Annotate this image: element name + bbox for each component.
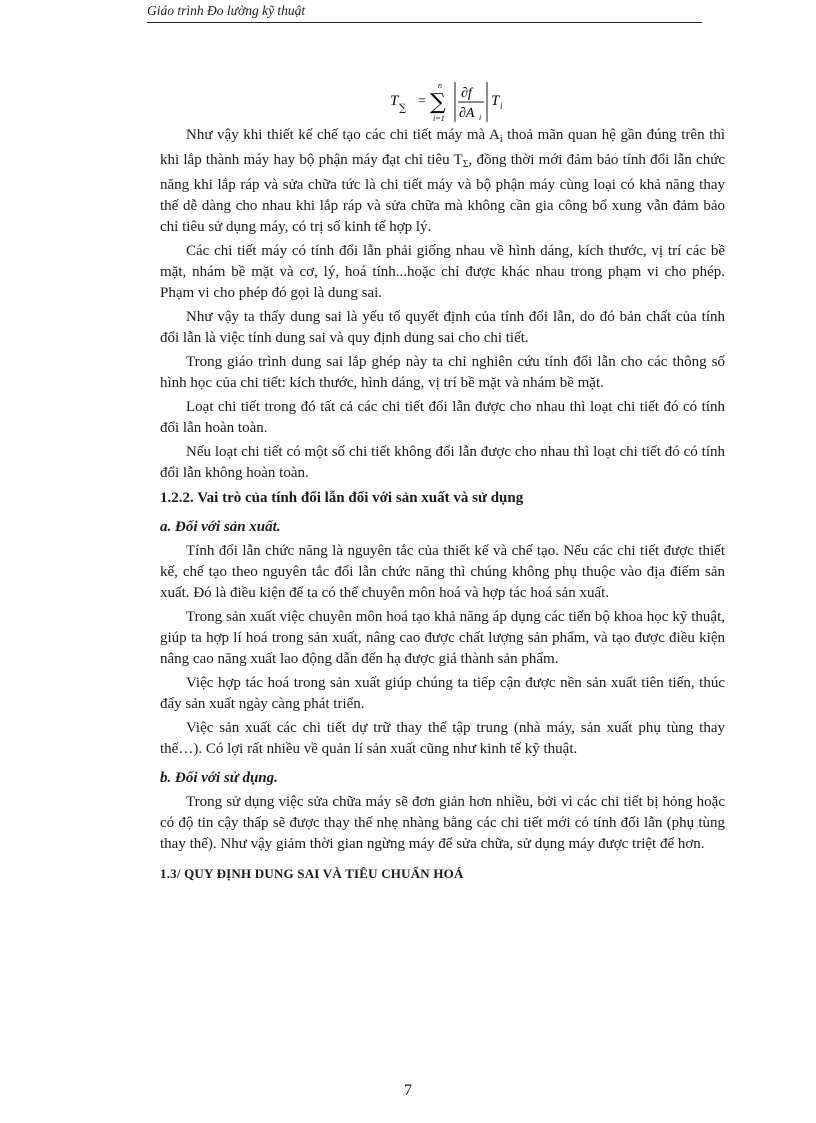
paragraph-text: thoả mãn quan hệ gần đúng trên thì khi lắp thành máy hay bộ phận máy đạt chỉ tiêu T bbox=[160, 127, 725, 168]
formula-equals: = bbox=[418, 94, 426, 109]
paragraph-production-4: Việc sản xuất các chi tiết dự trữ thay thế tập trung (nhà máy, sản xuất phụ tùng thay thế…). Có lợi rất nhiều về quản lí sản xuất cũng như kinh tế kỹ thuật. bbox=[160, 720, 725, 757]
formula-denominator-sub: i bbox=[479, 113, 482, 122]
formula-numerator: ∂f bbox=[461, 86, 472, 101]
formula-lhs-sub: ∑ bbox=[399, 103, 407, 114]
section-heading-1-2-2: 1.2.2. Vai trò của tính đổi lẫn đối với sản xuất và sử dụng bbox=[160, 490, 524, 506]
paragraph-production-3: Việc hợp tác hoá trong sản xuất giúp chúng ta tiếp cận được nền sản xuất tiên tiến, thúc đẩy sản xuất ngày càng phát triển. bbox=[160, 675, 725, 712]
paragraph-production-2: Trong sản xuất việc chuyên môn hoá tạo khả năng áp dụng các tiến bộ khoa học kỹ thuật, giúp ta hợp lí hoá trong sản xuất, nâng cao được chất lượng sản phẩm, và tạo được điều kiện nâng cao năng xuất lao động dẫn đến hạ được giá thành sản phẩm. bbox=[160, 609, 725, 667]
paragraph-partial-interchangeability: Nếu loạt chi tiết có một số chi tiết không đổi lẫn được cho nhau thì loạt chi tiết đó có tính đổi lẫn không hoàn toàn. bbox=[160, 444, 725, 481]
paragraph-geometric-parameters: Trong giáo trình dung sai lắp ghép này ta chỉ nghiên cứu tính đổi lẫn cho các thông số hình học của chi tiết: kích thước, hình dáng, vị trí bề mặt và nhám bề mặt. bbox=[160, 354, 725, 391]
paragraph-tolerance-role: Như vậy ta thấy dung sai là yếu tố quyết định của tính đổi lẫn, do đó bản chất của tính đổi lẫn là việc tính dung sai và quy định dung sai cho chi tiết. bbox=[160, 309, 725, 346]
paragraph-interchangeability-condition bbox=[160, 125, 725, 238]
header-title: Giáo trình Đo lường kỹ thuật bbox=[147, 3, 306, 18]
formula-sum-lower: i=1 bbox=[433, 114, 445, 123]
subscript-i: i bbox=[499, 134, 503, 145]
subheading-production: a. Đối với sản xuất. bbox=[160, 519, 281, 535]
page-body bbox=[160, 125, 725, 890]
formula-denominator: ∂A bbox=[459, 106, 475, 121]
page-number: 7 bbox=[404, 1082, 412, 1099]
subheading-usage: b. Đối với sử dụng. bbox=[160, 770, 278, 786]
paragraph-full-interchangeability: Loạt chi tiết trong đó tất cả các chi tiết đổi lẫn được cho nhau thì loạt chi tiết đó có tính đổi lẫn hoàn toàn. bbox=[160, 399, 725, 436]
formula-sum-upper: n bbox=[438, 81, 442, 90]
paragraph-usage-1: Trong sử dụng việc sửa chữa máy sẽ đơn giản hơn nhiều, bởi vì các chi tiết bị hỏng hoặc có độ tin cậy thấp sẽ được thay thế nhẹ nhàng bằng các chi tiết mới có tính đổi lẫn (phụ tùng thay thế). Như vậy giảm thời gian ngừng máy để sửa chữa, sử dụng máy được triệt để hơn. bbox=[160, 794, 725, 852]
paragraph-tolerance-definition: Các chi tiết máy có tính đổi lẫn phải giống nhau về hình dáng, kích thước, vị trí các bề mặt, nhám bề mặt và cơ, lý, hoá tính...hoặc chỉ được khác nhau trong phạm vi cho phép. Phạm vi cho phép đó gọi là dung sai. bbox=[160, 243, 725, 301]
formula-lhs: T bbox=[390, 93, 399, 109]
formula-rhs: T bbox=[491, 93, 500, 109]
subscript-sigma: Σ bbox=[462, 159, 469, 170]
paragraph-production-1: Tính đổi lẫn chức năng là nguyên tắc của thiết kế và chế tạo. Nếu các chi tiết được thiết kế, chế tạo theo nguyên tắc đổi lẫn chức năng thì chúng không phụ thuộc vào địa điểm sản xuất. Đó là điều kiện để ta có thể chuyên môn hoá và hợp tác hoá sản xuất. bbox=[160, 543, 725, 601]
paragraph-text: Như vậy khi thiết kế chế tạo các chi tiết máy mà A bbox=[186, 127, 500, 143]
formula-rhs-sub: i bbox=[500, 101, 503, 111]
formula-sum-symbol: ∑ bbox=[430, 90, 446, 115]
tolerance-sum-formula bbox=[388, 80, 528, 124]
running-header bbox=[147, 4, 702, 23]
paragraph-text: , đồng thời mới đảm bảo tính đổi lẫn chức năng khi lắp ráp và sửa chữa tức là chi tiết máy và bộ phận máy cùng loại có khả năng thay thế dễ dàng cho nhau khi lắp ráp và sửa chữa mà không cần gia công bổ xung vẫn đảm bảo chỉ tiêu sử dụng máy, có trị số kinh tế hợp lý. bbox=[160, 152, 725, 235]
section-heading-1-3: 1.3/ QUY ĐỊNH DUNG SAI VÀ TIÊU CHUẨN HOÁ bbox=[160, 866, 464, 881]
